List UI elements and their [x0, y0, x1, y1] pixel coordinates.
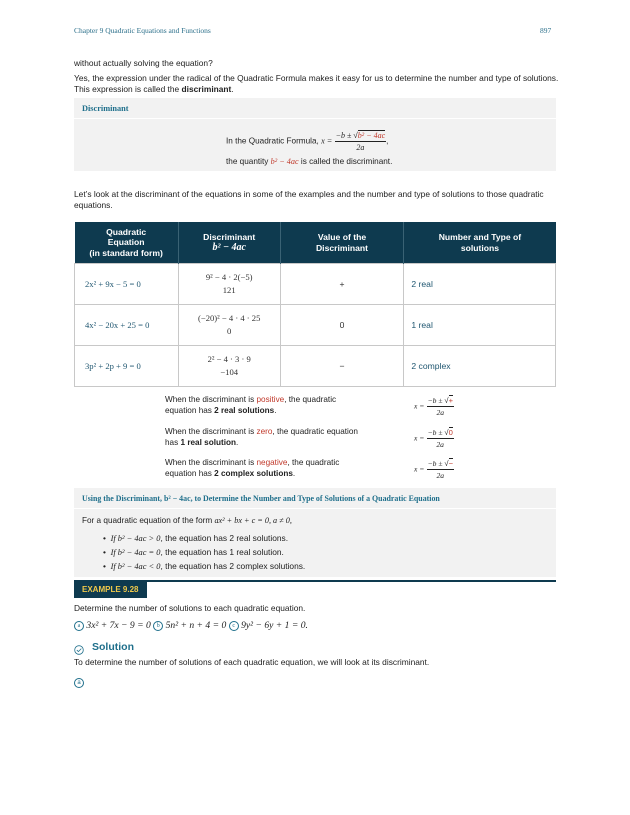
equation-cell: 3p² + 2p + 9 = 0: [75, 346, 179, 387]
lead-paragraph: [74, 189, 559, 211]
quantity-suffix: is called the discriminant.: [298, 157, 393, 166]
solutions-cell: 1 real: [404, 305, 556, 346]
definition-box-divider: [74, 118, 556, 119]
solution-part-a: [74, 674, 84, 692]
running-header-chapter: Chapter 9 Quadratic Equations and Functions: [74, 26, 211, 35]
intro-line: without actually solving the equation?: [74, 58, 213, 68]
page-number: 897: [540, 26, 552, 35]
column-header-equation: Quadratic Equation (in standard form): [75, 222, 179, 264]
solutions-cell: 2 complex: [404, 346, 556, 387]
discriminant-table: [74, 222, 556, 387]
value-cell: −: [280, 346, 404, 387]
part-marker: b: [153, 621, 163, 631]
definition-box-title: Discriminant: [82, 104, 129, 113]
part-marker: a: [74, 678, 84, 688]
formula-numer: −b ±: [335, 131, 354, 140]
solution-heading: [74, 640, 134, 654]
formula-radicand: b² − 4ac: [357, 131, 386, 140]
case-formula-positive: x = $\frac{-b \pm √+}{2a}$: [414, 396, 454, 417]
column-header-value: Value of the Discriminant: [280, 222, 404, 264]
column-header-solutions: Number and Type of solutions: [404, 222, 556, 264]
quantity-expression: b² − 4ac: [270, 157, 299, 166]
discriminant-cell: (−20)² − 4 · 4 · 25 0: [178, 305, 280, 346]
equation-cell: 2x² + 9x − 5 = 0: [75, 264, 179, 305]
case-negative: When the discriminant is negative, the quadratic equation has 2 complex solutions.: [165, 458, 340, 478]
lead-text-b: quadratic equations.: [74, 189, 544, 210]
quantity-prefix: the quantity: [226, 157, 271, 166]
formula-prefix: In the Quadratic Formula,: [226, 136, 322, 146]
intro-text-a: Yes, the expression under the radical of the Quadratic Formula makes it easy for us to determine the number and type of: [74, 73, 521, 83]
rule-box-title: Using the Discriminant, b² − 4ac, to Determine the Number and Type of Solutions of a Quadratic Equation: [82, 494, 440, 503]
intro-text-end: .: [231, 84, 234, 94]
table-row: [75, 305, 556, 346]
case-formula-negative: x = $\frac{-b \pm √-}{2a}$: [414, 459, 454, 480]
solution-label: Solution: [92, 641, 134, 653]
case-zero: When the discriminant is zero, the quadratic equation has 1 real solution.: [165, 427, 358, 447]
rule-box-divider: [74, 508, 556, 509]
part-marker: c: [229, 621, 239, 631]
example-prompt: Determine the number of solutions to each quadratic equation.: [74, 603, 306, 613]
case-positive: When the discriminant is positive, the quadratic equation has 2 real solutions.: [165, 395, 337, 415]
formula-x-eq: x =: [321, 136, 333, 146]
table-row: [75, 346, 556, 387]
value-cell: 0: [280, 305, 404, 346]
example-label: EXAMPLE 9.28: [74, 582, 147, 598]
part-marker: a: [74, 621, 84, 631]
intro-paragraph: [74, 73, 559, 95]
formula-trail: ,: [386, 136, 389, 146]
rule-box-lead: For a quadratic equation of the form ax² + bx + c = 0, a ≠ 0,: [82, 516, 292, 525]
value-cell: +: [280, 264, 404, 305]
part-equation: 5n² + n + 4 = 0: [165, 620, 227, 631]
intro-bold-term: discriminant: [181, 84, 232, 94]
solutions-cell: 2 real: [404, 264, 556, 305]
discriminant-cell: 2² − 4 · 3 · 9 −104: [178, 346, 280, 387]
quadratic-formula-fraction: $\frac{\text{−b ± √b² − 4ac}}{2a}$: [335, 131, 386, 152]
equation-cell: 4x² − 20x + 25 = 0: [75, 305, 179, 346]
check-circle-icon: [74, 642, 84, 652]
intro-text-b: solutions. This expression is called the: [74, 73, 559, 94]
discriminant-quantity-line: [226, 156, 392, 167]
table-row: [75, 264, 556, 305]
discriminant-cell: 9² − 4 · 2(−5) 121: [178, 264, 280, 305]
rule-bullet-zero: • If b² − 4ac = 0, the equation has 1 real solution.: [103, 547, 284, 557]
part-equation: 9y² − 6y + 1 = 0.: [241, 620, 308, 631]
rule-bullet-positive: • If b² − 4ac > 0, the equation has 2 real solutions.: [103, 533, 289, 543]
rule-bullet-negative: • If b² − 4ac < 0, the equation has 2 complex solutions.: [103, 561, 306, 571]
formula-denom: 2a: [356, 143, 365, 152]
column-header-discriminant: Discriminant b² − 4ac: [178, 222, 280, 264]
case-formula-zero: x = $\frac{-b \pm √0}{2a}$: [414, 428, 453, 449]
part-equation: 3x² + 7x − 9 = 0: [86, 620, 151, 631]
discriminant-formula: [226, 130, 388, 153]
table-header-row: [75, 222, 556, 264]
solution-text: To determine the number of solutions of each quadratic equation, we will look at its discriminant.: [74, 657, 430, 667]
example-parts: [74, 620, 308, 631]
lead-text-a: Let’s look at the discriminant of the equations in some of the examples and the number and type of solutions to those: [74, 189, 507, 199]
